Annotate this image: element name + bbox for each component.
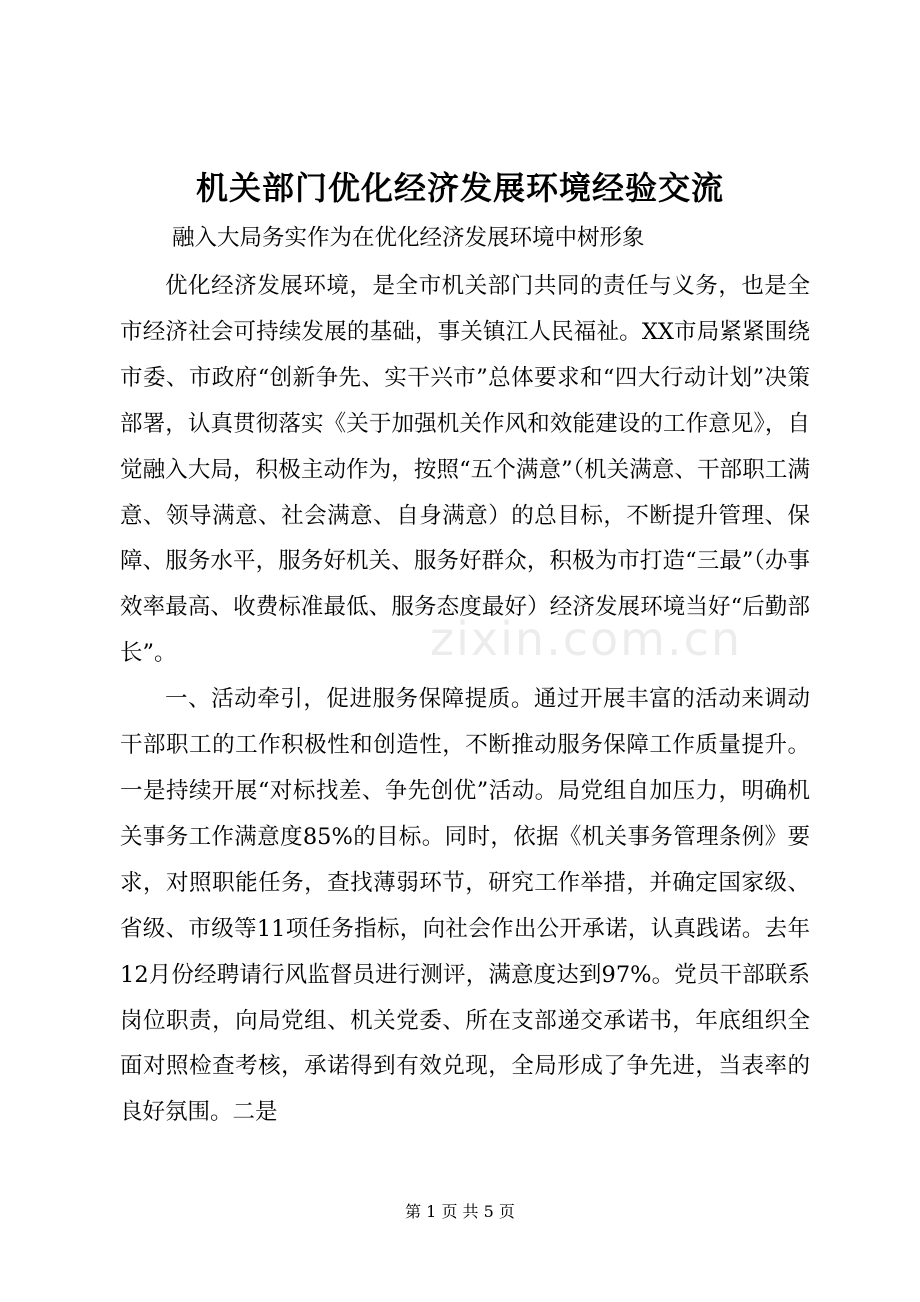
- page-number-footer: 第 1 页 共 5 页: [405, 1202, 515, 1221]
- body-paragraph: 优化经济发展环境，是全市机关部门共同的责任与义务，也是全市经济社会可持续发展的基础，事关镇江人民福祉。XX市局紧紧围绕市委、市政府“创新争先、实干兴市”总体要求和“四大行动计划”决策部署，认真贯彻落实《关于加强机关作风和效能建设的工作意见》，自觉融入大局，积极主动作为，按照“五个满意”（机关满意、干部职工满意、领导满意、社会满意、自身满意）的总目标，不断提升管理、保障、服务水平，服务好机关、服务好群众，积极为市打造“三最”（办事效率最高、收费标准最低、服务态度最好）经济发展环境当好“后勤部长”。: [120, 273, 810, 667]
- document-subtitle: 融入大局务实作为在优化经济发展环境中树形象: [172, 225, 645, 251]
- body-paragraph: 一、活动牵引，促进服务保障提质。通过开展丰富的活动来调动干部职工的工作积极性和创造性，不断推动服务保障工作质量提升。一是持续开展“对标找差、争先创优”活动。局党组自加压力，明确机关事务工作满意度85%的目标。同时，依据《机关事务管理条例》要求，对照职能任务，查找薄弱环节，研究工作举措，并确定国家级、省级、市级等11项任务指标，向社会作出公开承诺，认真践诺。去年12月份经聘请行风监督员进行测评，满意度达到97%。党员干部联系岗位职责，向局党组、机关党委、所在支部递交承诺书，年底组织全面对照检查考核，承诺得到有效兑现，全局形成了争先进，当表率的良好氛围。二是: [120, 686, 810, 1126]
- document-body: [120, 264, 810, 1136]
- document-title: 机关部门优化经济发展环境经验交流: [195, 169, 724, 207]
- watermark: zixin.com.cn: [430, 612, 743, 666]
